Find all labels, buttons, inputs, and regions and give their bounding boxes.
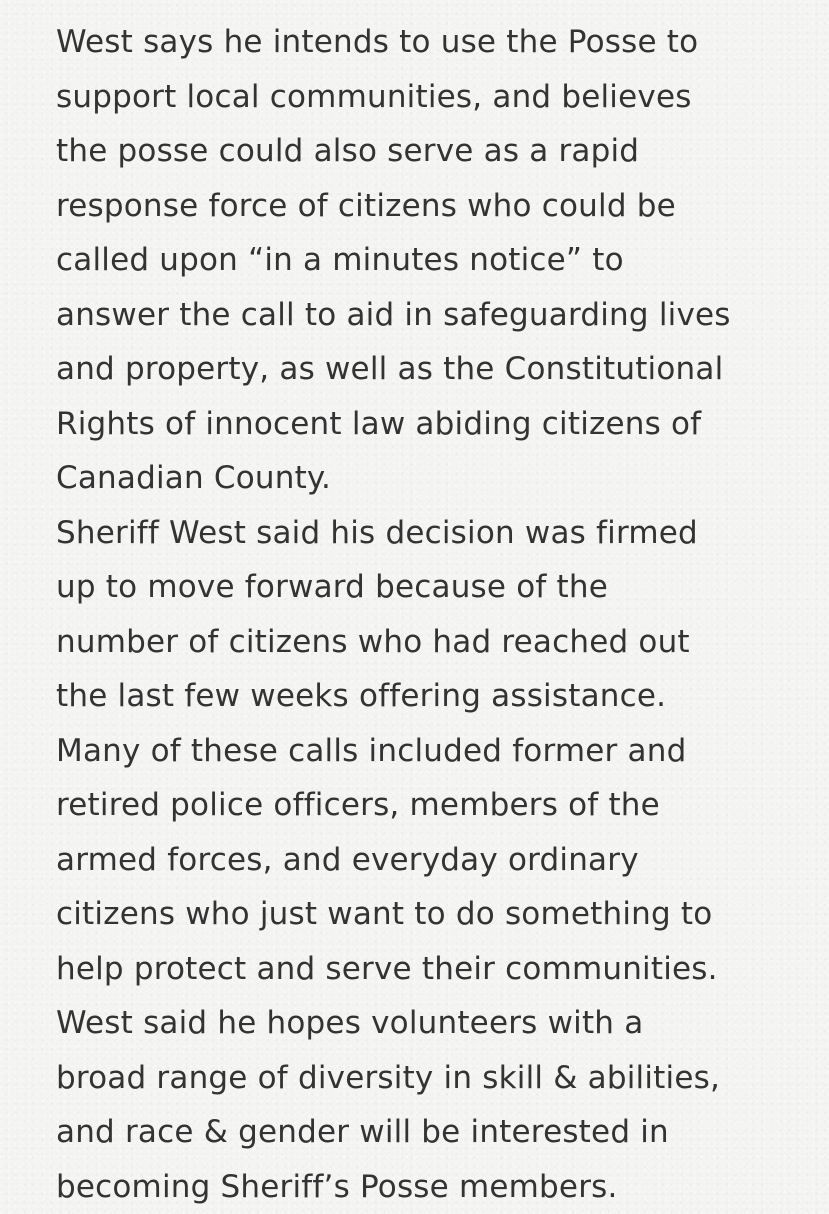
note-line: citizens who just want to do something to [56, 887, 809, 942]
note-line: West said he hopes volunteers with a [56, 996, 809, 1051]
note-line: called upon “in a minutes notice” to [56, 233, 809, 288]
note-line: Sheriff West said his decision was firmed [56, 506, 809, 561]
note-line: the posse could also serve as a rapid [56, 124, 809, 179]
note-line: and race & gender will be interested in [56, 1105, 809, 1160]
note-line: and property, as well as the Constitutional [56, 342, 809, 397]
note-line: help protect and serve their communities. [56, 942, 809, 997]
note-line: broad range of diversity in skill & abilities, [56, 1051, 809, 1106]
note-line: armed forces, and everyday ordinary [56, 833, 809, 888]
note-line: Canadian County. [56, 451, 809, 506]
note-line: support local communities, and believes [56, 70, 809, 125]
note-line: up to move forward because of the [56, 560, 809, 615]
note-line: the last few weeks offering assistance. [56, 669, 809, 724]
note-line: number of citizens who had reached out [56, 615, 809, 670]
note-line: Many of these calls included former and [56, 724, 809, 779]
note-line: retired police officers, members of the [56, 778, 809, 833]
note-line: response force of citizens who could be [56, 179, 809, 234]
note-line: West says he intends to use the Posse to [56, 15, 809, 70]
note-line: answer the call to aid in safeguarding lives [56, 288, 809, 343]
note-line: Rights of innocent law abiding citizens of [56, 397, 809, 452]
note-line: becoming Sheriff’s Posse members. [56, 1160, 809, 1214]
